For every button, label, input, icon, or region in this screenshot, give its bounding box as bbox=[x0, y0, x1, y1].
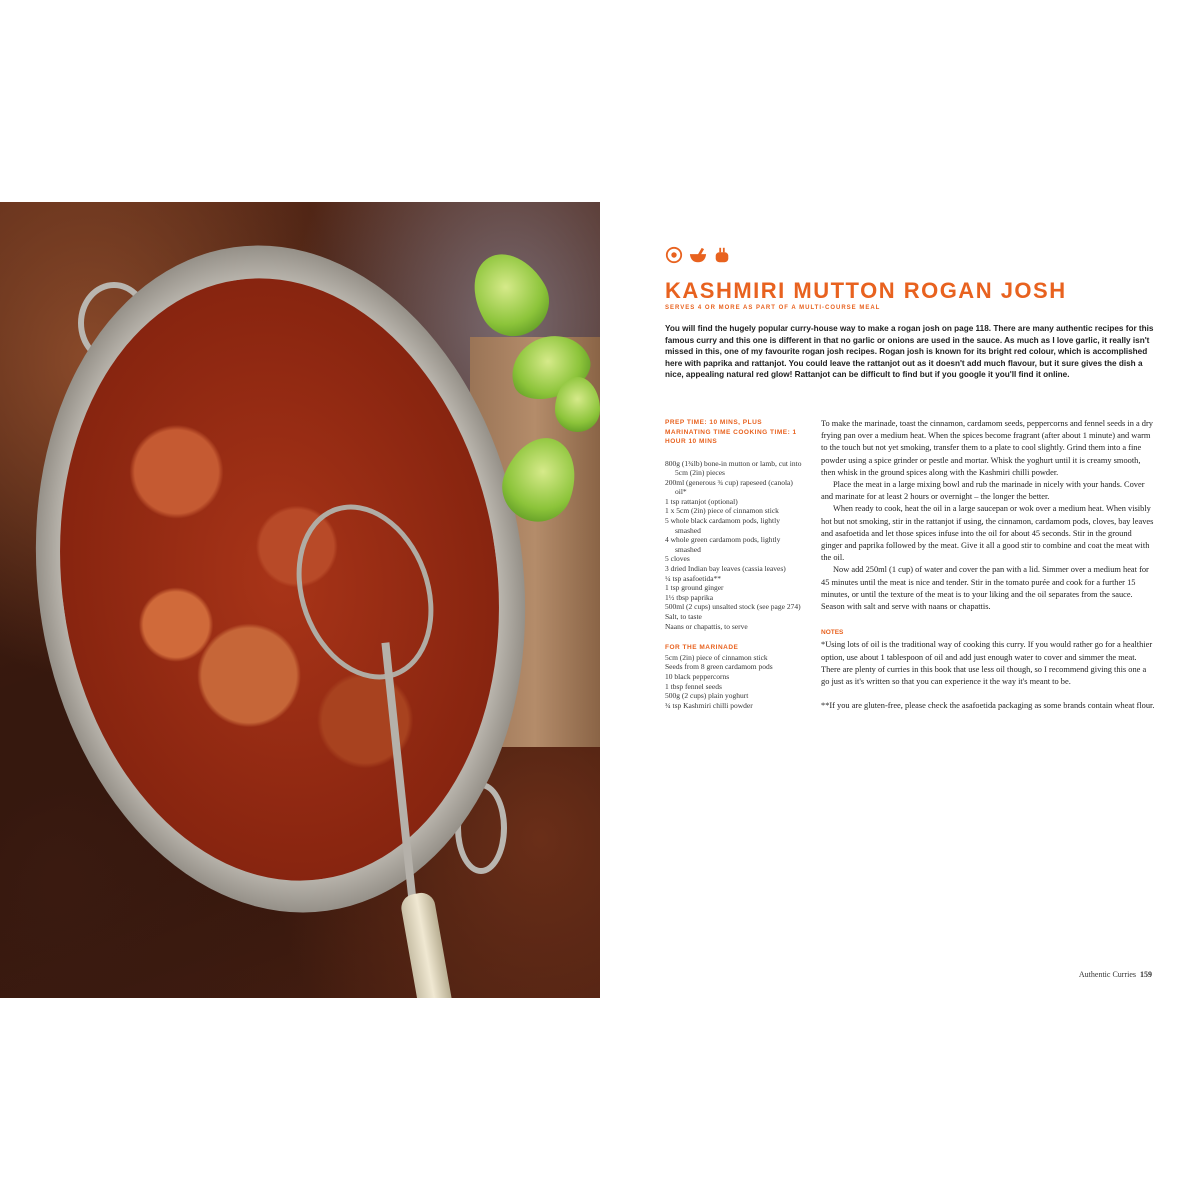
marinade-ingredient: 5cm (2in) piece of cinnamon stick bbox=[665, 652, 768, 662]
marinade-list bbox=[665, 653, 803, 711]
marinade-ingredient: ¾ tsp Kashmiri chilli powder bbox=[665, 700, 753, 710]
lime-wedge bbox=[458, 240, 561, 349]
ingredient: 5 cloves bbox=[665, 554, 690, 564]
recipe-icons bbox=[665, 245, 1155, 265]
method-column bbox=[821, 418, 1155, 712]
section-name: Authentic Curries bbox=[1078, 970, 1136, 979]
method-step: Now add 250ml (1 cup) of water and cover the pan with a lid. Simmer over a medium heat for 45 minutes until the meat is nice and tender. Stir in the tomato purée and cook for a further 15 minutes, or until the texture of the meat is to your liking and the oil separates from the sauce. Season with salt and serve with naans or chapattis. bbox=[821, 565, 1149, 612]
method-step: To make the marinade, toast the cinnamon, cardamom seeds, peppercorns and fennel seeds in a dry frying pan over a medium heat. When the spices become fragrant (after about 1 minute) and warm to the touch but not yet smoking, transfer them to a plate to cool slightly. Grind them into a fine powder using a spice grinder or pestle and mortar. Whisk the yoghurt until it is creamy smooth, then whisk in the ground spices along with the Kashmiri chilli powder. bbox=[821, 419, 1153, 477]
page-number: 159 bbox=[1140, 970, 1152, 979]
page-footer bbox=[1079, 970, 1152, 979]
marinade-ingredient: 10 black peppercorns bbox=[665, 671, 730, 681]
ingredient: Salt, to taste bbox=[665, 612, 702, 621]
ingredient: 1½ tbsp paprika bbox=[665, 592, 714, 602]
method-step: Place the meat in a large mixing bowl and rub the marinade in nicely with your hands. Cover and marinate for at least 2 hours or overnight – the longer the better. bbox=[821, 480, 1145, 502]
recipe-intro: You will find the hugely popular curry-house way to make a rogan josh on page 118. There are many authentic recipes for this famous curry and this one is different in that no garlic or onions are used in the sauce. As much as I love garlic, it really isn't missed in this, one of my favourite rogan josh recipes. Rogan josh is known for its bright red colour, which is accomplished here with paprika and rattanjot. You could leave the rattanjot out as it doesn't add much flavour, but it sure gives the dish a nice, appealing natural red glow! Rattanjot can be difficult to find but if you google it you'll find it online. bbox=[665, 324, 1154, 379]
ingredient: 5 whole black cardamom pods, lightly smashed bbox=[665, 516, 780, 535]
cooking-pot-icon bbox=[713, 246, 731, 264]
prep-cook-time: PREP TIME: 10 MINS, PLUS MARINATING TIME COOKING TIME: 1 HOUR 10 MINS bbox=[665, 419, 797, 445]
note: **If you are gluten-free, please check the asafoetida packaging as some brands contain wheat flour. bbox=[821, 701, 1155, 711]
marinade-ingredient: 1 tbsp fennel seeds bbox=[665, 681, 722, 691]
notes-heading: NOTES bbox=[821, 629, 844, 637]
ingredient: 1 tsp ground ginger bbox=[665, 583, 724, 593]
ingredient: 500ml (2 cups) unsalted stock (see page 274) bbox=[665, 602, 801, 612]
recipe-photo bbox=[0, 202, 600, 998]
marinade-ingredient: Seeds from 8 green cardamom pods bbox=[665, 662, 773, 672]
method-step: When ready to cook, heat the oil in a large saucepan or wok over a medium heat. When visibly hot but not smoking, stir in the rattanjot if using, the cinnamon, cardamom pods, cloves, bay leaves and asafoetida and let those spices infuse into the oil for about 45 seconds. Stir in the ground ginger and paprika followed by the meat. Give it all a good stir to combine and coat the meat with the oil. bbox=[821, 504, 1154, 563]
ingredient: 800g (1¾lb) bone-in mutton or lamb, cut into 5cm (2in) pieces bbox=[665, 458, 802, 478]
marinade-ingredient: 500g (2 cups) plain yoghurt bbox=[665, 691, 749, 701]
recipe-header bbox=[665, 245, 1155, 381]
ingredients-column bbox=[665, 418, 803, 712]
ingredient-list bbox=[665, 459, 803, 632]
ingredient: 1 x 5cm (2in) piece of cinnamon stick bbox=[665, 506, 779, 516]
pestle-mortar-icon bbox=[689, 246, 707, 264]
ingredient: ¼ tsp asafoetida** bbox=[665, 573, 722, 583]
ingredient: 4 whole green cardamom pods, lightly smashed bbox=[665, 535, 781, 554]
recipe-title: KASHMIRI MUTTON ROGAN JOSH bbox=[665, 278, 1067, 303]
note: *Using lots of oil is the traditional way of cooking this curry. If you would rather go for a healthier option, use about 1 tablespoon of oil and add just enough water to cover and simmer the meat. There are plenty of curries in this book that use less oil though, so I recommend giving this one a go just as it's written so that you can experience it the way it's meant to be. bbox=[821, 640, 1153, 687]
ingredient: 200ml (generous ¾ cup) rapeseed (canola) oil* bbox=[665, 477, 793, 497]
ingredient: 1 tsp rattanjot (optional) bbox=[665, 496, 738, 506]
recipe-body bbox=[665, 418, 1155, 712]
marinade-heading: FOR THE MARINADE bbox=[665, 644, 739, 652]
ingredient: 3 dried Indian bay leaves (cassia leaves) bbox=[665, 564, 786, 574]
ingredient: Naans or chapattis, to serve bbox=[665, 621, 748, 631]
freezer-icon bbox=[665, 246, 683, 264]
serves-info: SERVES 4 OR MORE AS PART OF A MULTI-COURSE MEAL bbox=[665, 305, 881, 311]
spoon-handle bbox=[399, 891, 471, 998]
